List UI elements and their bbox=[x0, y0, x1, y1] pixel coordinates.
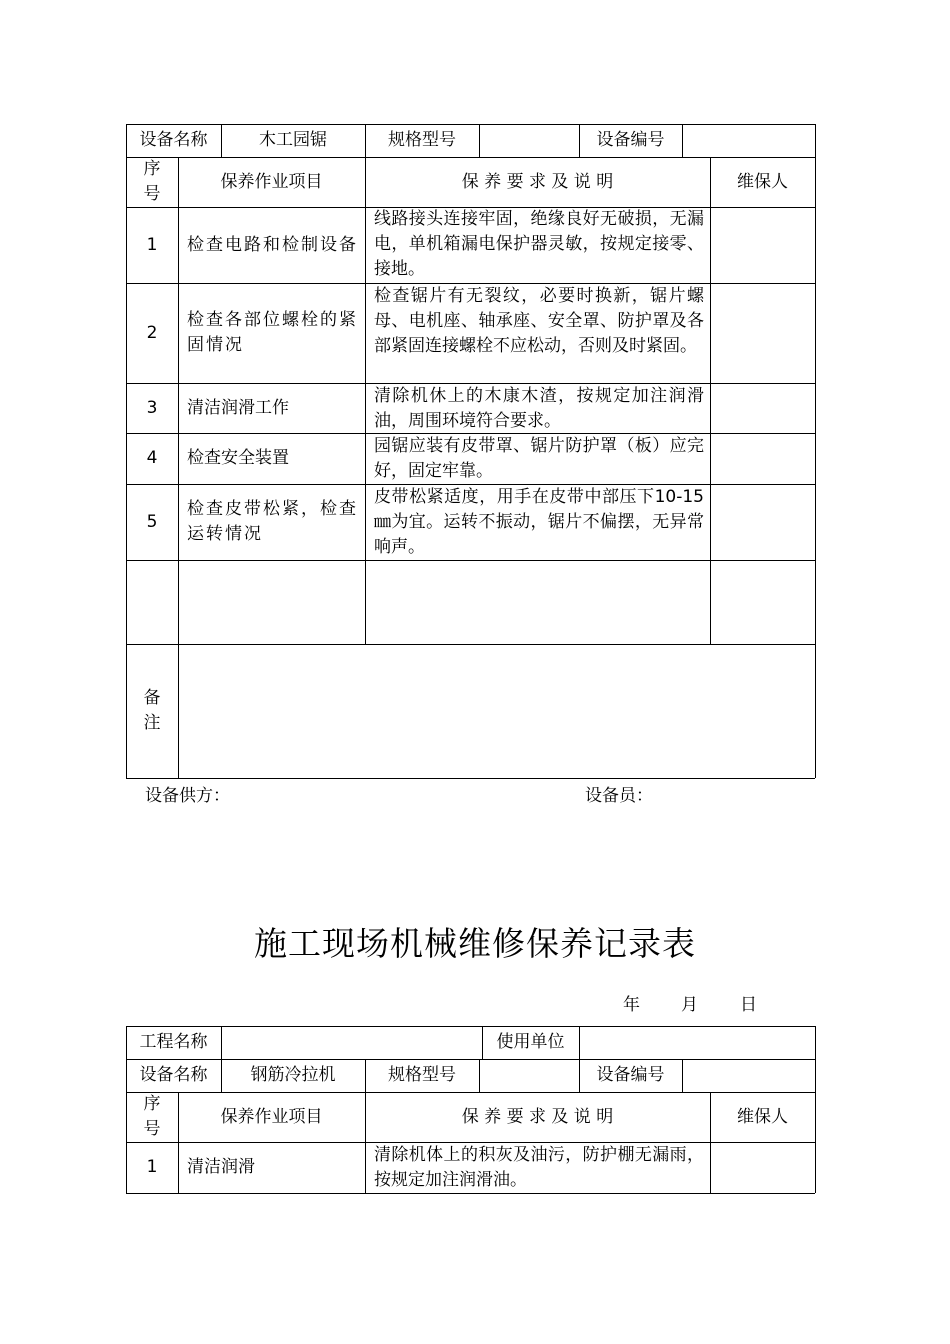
row-seq: 4 bbox=[146, 448, 158, 468]
model-value bbox=[479, 1059, 579, 1092]
equipment-number-label: 设备编号 bbox=[596, 130, 665, 150]
row-seq: 5 bbox=[146, 511, 158, 532]
equipment-name-label: 设备名称 bbox=[139, 1065, 208, 1085]
equipment-name-label: 设备名称 bbox=[139, 130, 208, 150]
column-header-item: 保养作业项目 bbox=[220, 1106, 323, 1127]
row-requirement: 清除机休上的木康木渣，按规定加注润滑油，周围环境符合要求。 bbox=[374, 386, 704, 431]
equipment-number-label: 设备编号 bbox=[596, 1065, 665, 1085]
equipment-name-value: 木工园锯 bbox=[259, 130, 327, 150]
date-year: 年 bbox=[623, 995, 640, 1015]
date-day: 日 bbox=[740, 995, 757, 1015]
supplier-label: 设备供方： bbox=[145, 786, 230, 806]
column-header-requirement: 保 养 要 求 及 说 明 bbox=[461, 171, 614, 192]
date-month: 月 bbox=[681, 995, 698, 1015]
row-item: 检查各部位螺栓的紧固情况 bbox=[187, 310, 358, 355]
row-requirement: 线路接头连接牢固，绝缘良好无破损，无漏电，单机箱漏电保护器灵敏，按规定接零、接地。 bbox=[374, 209, 704, 279]
equipment-number-value bbox=[682, 124, 815, 157]
row-item: 清洁润滑工作 bbox=[187, 397, 289, 418]
project-name-label: 工程名称 bbox=[139, 1032, 208, 1052]
row-seq: 2 bbox=[146, 322, 158, 343]
row-item: 检查皮带松紧，检查运转情况 bbox=[187, 499, 358, 544]
model-label: 规格型号 bbox=[388, 130, 456, 150]
row-seq: 1 bbox=[146, 1157, 158, 1177]
row-requirement: 园锯应装有皮带罩、锯片防护罩（板）应完好，固定牢靠。 bbox=[374, 436, 704, 481]
column-header-person: 维保人 bbox=[737, 1106, 788, 1127]
equipment-name-value: 钢筋冷拉机 bbox=[250, 1065, 336, 1085]
row-seq: 3 bbox=[146, 397, 158, 418]
row-requirement: 皮带松紧适度，用手在皮带中部压下10-15㎜为宜。运转不振动，锯片不偏摆，无异常响声。 bbox=[374, 487, 704, 557]
page-title: 施工现场机械维修保养记录表 bbox=[254, 924, 696, 963]
remarks-value bbox=[178, 644, 815, 778]
column-header-seq: 序号 bbox=[143, 159, 161, 204]
row-requirement: 检查锯片有无裂纹，必要时换新，锯片螺母、电机座、轴承座、安全罩、防护罩及各部紧固连接螺栓不应松动，否则及时紧固。 bbox=[374, 286, 704, 356]
column-header-person: 维保人 bbox=[737, 171, 788, 192]
project-name-value bbox=[221, 1026, 482, 1059]
column-header-seq: 序号 bbox=[143, 1094, 161, 1139]
column-header-item: 保养作业项目 bbox=[220, 171, 323, 192]
model-value bbox=[479, 124, 579, 157]
equipment-keeper-label: 设备员： bbox=[585, 786, 653, 806]
row-seq: 1 bbox=[146, 234, 158, 255]
row-item: 清洁润滑 bbox=[187, 1157, 255, 1177]
remarks-label: 备注 bbox=[143, 688, 161, 733]
equipment-number-value bbox=[682, 1059, 815, 1092]
row-requirement: 清除机体上的积灰及油污，防护棚无漏雨，按规定加注润滑油。 bbox=[374, 1145, 704, 1190]
row-item: 检查电路和检制设备 bbox=[187, 234, 358, 255]
using-unit-label: 使用单位 bbox=[496, 1032, 565, 1052]
model-label: 规格型号 bbox=[388, 1065, 456, 1085]
row-item: 检查安全装置 bbox=[187, 448, 289, 468]
using-unit-value bbox=[579, 1026, 815, 1059]
column-header-requirement: 保 养 要 求 及 说 明 bbox=[461, 1106, 614, 1127]
